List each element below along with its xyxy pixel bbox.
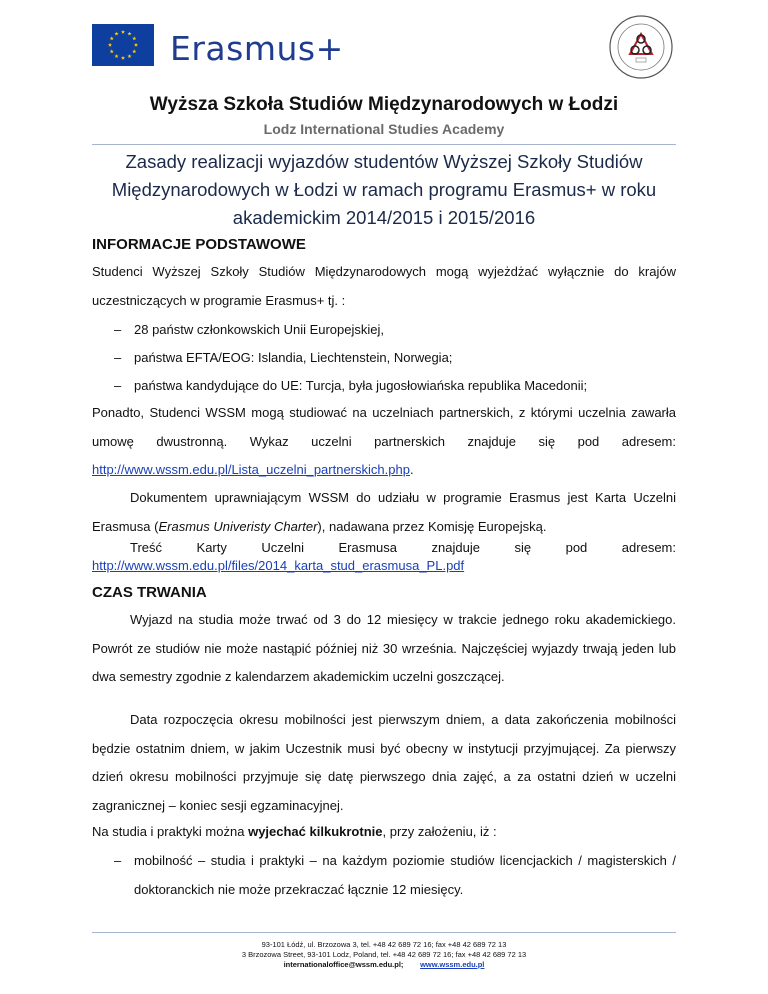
title-line: akademickim 2014/2015 i 2015/2016	[232, 207, 536, 228]
title-line: Zasady realizacji wyjazdów studentów Wyższej Szkoły Studiów	[125, 151, 643, 172]
header-divider	[92, 144, 676, 145]
eu-flag-icon	[92, 24, 154, 66]
charter-address-line: Treść Karty Uczelni Erasmusa znajduje się pod adresem:	[130, 540, 676, 555]
partners-paragraph: Ponadto, Studenci WSSM mogą studiować na uczelniach partnerskich, z którymi uczelnia zawarła umowę dwustronną. Wykaz uczelni partnerskich znajduje się pod adresem: http://www.wssm.edu.pl/Lista_uczelni_partnerskich.php.	[92, 405, 676, 477]
erasmus-charter-link[interactable]: http://www.wssm.edu.pl/files/2014_karta_stud_erasmusa_PL.pdf	[92, 558, 465, 573]
footer-contact	[0, 960, 768, 970]
school-name-english: Lodz International Studies Academy	[263, 121, 505, 137]
mobility-dates-paragraph: Data rozpoczęcia okresu mobilności jest pierwszym dniem, a data zakończenia mobilności będzie ostatnim dniem, w jakim Uczestnik musi być obecny w instytucji przyjmującej. Za pierwszy dzień okresu mobilności przyjmuje się datę pierwszego dnia zajęć, a za ostatni dzień w uczelni zagranicznej – koniec sesji egzaminacyjnej.	[92, 712, 676, 813]
intro-paragraph: Studenci Wyższej Szkoły Studiów Międzynarodowych mogą wyjeżdżać wyłącznie do krajów uczestniczących w programie Erasmus+ tj. :	[92, 264, 676, 308]
footer-divider	[92, 932, 676, 933]
school-name: Wyższa Szkoła Studiów Międzynarodowych w Łodzi	[149, 94, 619, 115]
multiple-trips-paragraph: Na studia i praktyki można wyjechać kilkukrotnie, przy założeniu, iż :	[92, 824, 497, 839]
emphasis-bold: wyjechać kilkukrotnie	[248, 824, 383, 839]
footer-email[interactable]: internationaloffice@wssm.edu.pl;	[283, 960, 404, 969]
duration-paragraph: Wyjazd na studia może trwać od 3 do 12 miesięcy w trakcie jednego roku akademickiego. Powrót ze studiów nie może nastąpić później niż 30 września. Najczęściej wyjazdy trwają jeden lub dwa semestry zgodnie z kalendarzem akademickim uczelni goszczącej.	[92, 612, 676, 684]
title-line: Międzynarodowych w Łodzi w ramach programu Erasmus+ w roku	[111, 179, 657, 200]
partners-text: Ponadto, Studenci WSSM mogą studiować na uczelniach partnerskich, z którymi uczelnia zawarła umowę dwustronną. Wykaz uczelni partnerskich znajduje się pod adresem:	[92, 405, 676, 449]
school-seal-icon	[608, 14, 674, 80]
charter-paragraph: Dokumentem uprawniającym WSSM do udziału w programie Erasmus jest Karta Uczelni Erasmusa (Erasmus Univeristy Charter), nadawana przez Komisję Europejską.	[92, 490, 676, 534]
partners-list-link[interactable]: http://www.wssm.edu.pl/Lista_uczelni_partnerskich.php	[92, 462, 410, 477]
section-heading-basic-info: INFORMACJE PODSTAWOWE	[92, 236, 306, 253]
charter-name-italic: Erasmus Univeristy Charter	[158, 518, 318, 534]
document-title	[92, 148, 676, 232]
footer-website-link[interactable]: www.wssm.edu.pl	[420, 960, 485, 969]
charter-link-line	[92, 552, 676, 581]
erasmus-logo-text: Erasmus+	[170, 29, 344, 68]
footer-address-pl: 93-101 Łódź, ul. Brzozowa 3, tel. +48 42 689 72 16; fax +48 42 689 72 13	[261, 940, 507, 949]
section-heading-duration: CZAS TRWANIA	[92, 584, 207, 601]
footer-address-en: 3 Brzozowa Street, 93-101 Lodz, Poland, tel. +48 42 689 72 16; fax +48 42 689 72 13	[241, 950, 527, 959]
